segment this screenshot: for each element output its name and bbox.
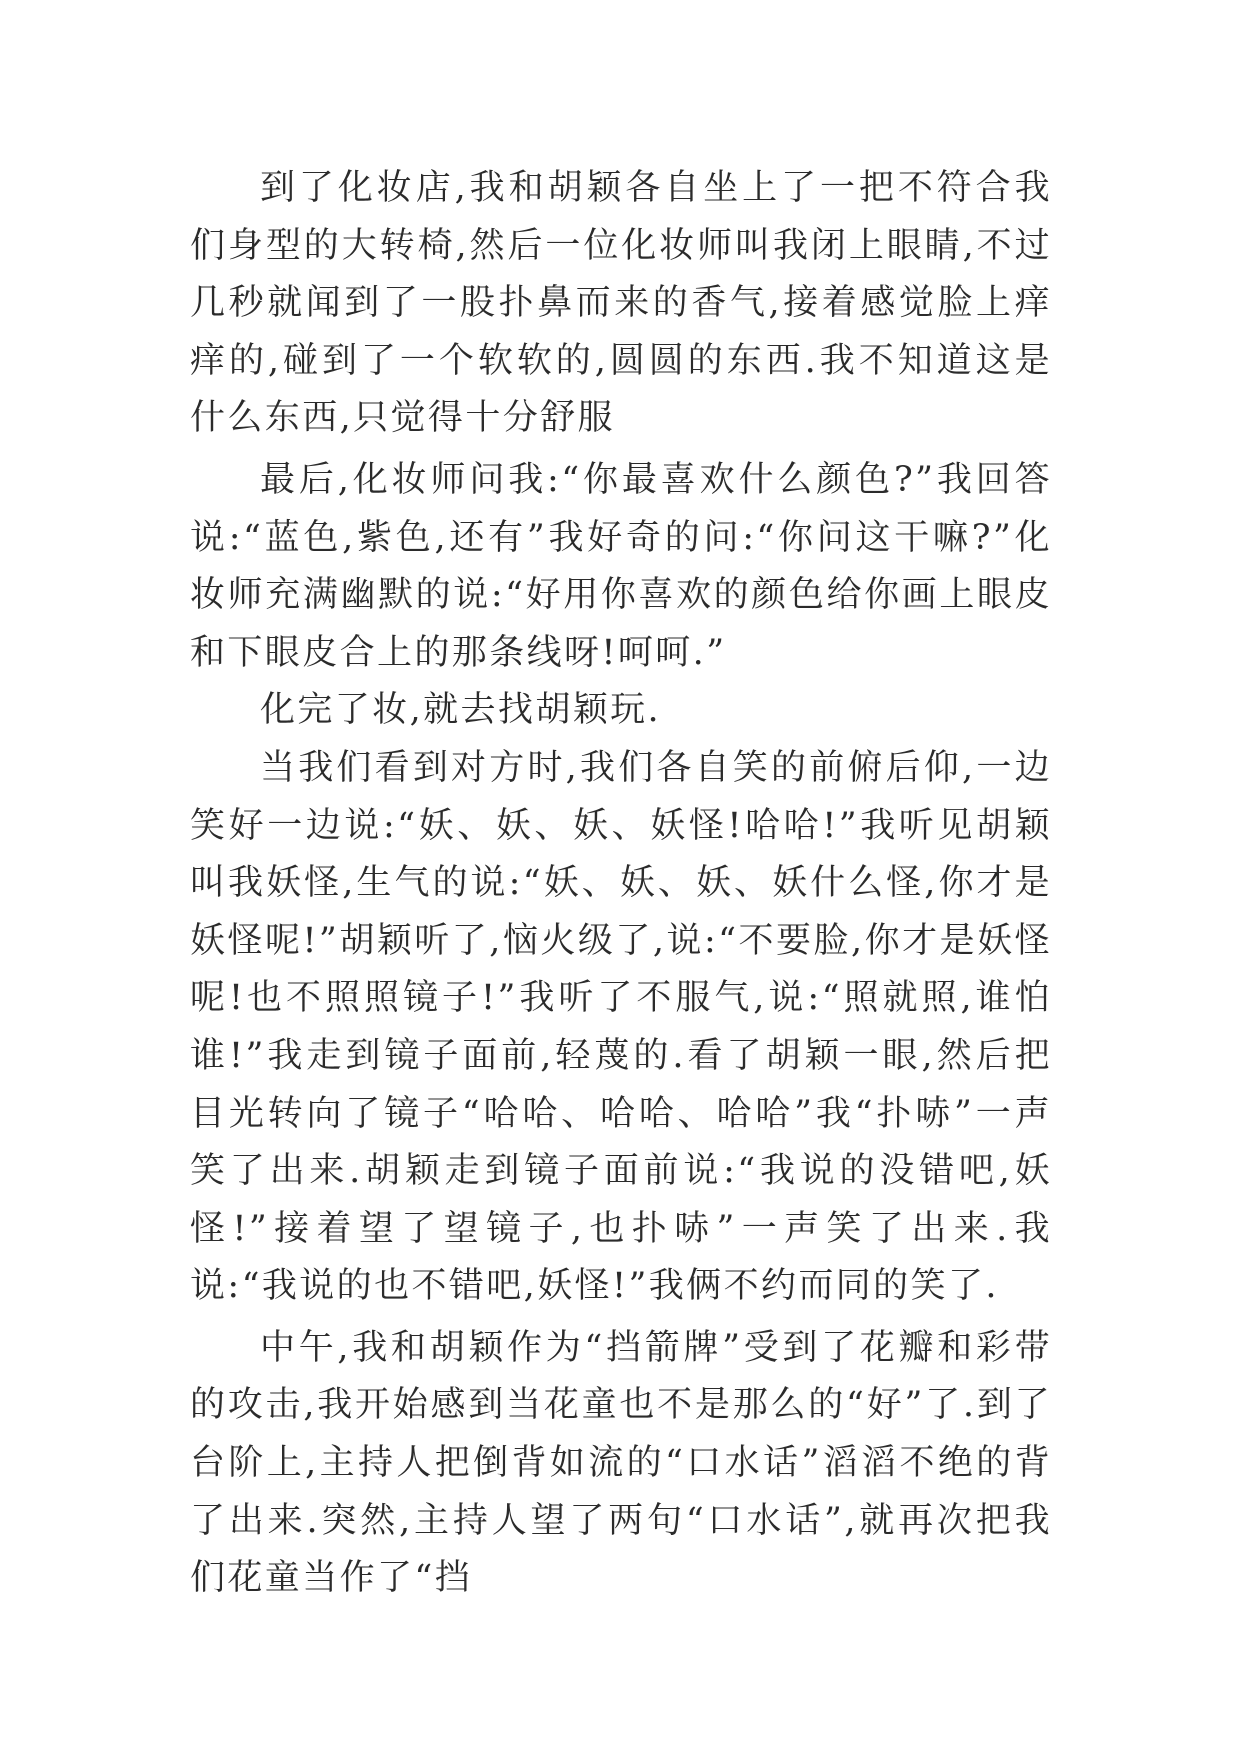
paragraph-makeup-shop: 到了化妆店,我和胡颖各自坐上了一把不符合我们身型的大转椅,然后一位化妆师叫我闭上眼睛,不过几秒就闻到了一股扑鼻而来的香气,接着感觉脸上痒痒的,碰到了一个软软的,圆圆的东西.我不知道这是什么东西,只觉得十分舒服 (190, 168, 1052, 439)
paragraph-noon-ceremony: 中午,我和胡颖作为“挡箭牌”受到了花瓣和彩带的攻击,我开始感到当花童也不是那么的“好”了.到了台阶上,主持人把倒背如流的“口水话”滔滔不绝的背了出来.突然,主持人望了两句“口水话”,就再次把我们花童当作了“挡 (190, 1327, 1052, 1599)
document-body (190, 160, 1052, 1608)
paragraph-makeup-done: 化完了妆,就去找胡颖玩. (260, 690, 662, 731)
paragraph-monster-mirror: 当我们看到对方时,我们各自笑的前俯后仰,一边笑好一边说:“妖、妖、妖、妖怪!哈哈!”我听见胡颖叫我妖怪,生气的说:“妖、妖、妖、妖什么怪,你才是妖怪呢!”胡颖听了,恼火级了,说:“不要脸,你才是妖怪呢!也不照照镜子!”我听了不服气,说:“照就照,谁怕谁!”我走到镜子面前,轻蔑的.看了胡颖一眼,然后把目光转向了镜子“哈哈、哈哈、哈哈”我“扑哧”一声笑了出来.胡颖走到镜子面前说:“我说的没错吧,妖怪!”接着望了望镜子,也扑哧”一声笑了出来.我说:“我说的也不错吧,妖怪!”我俩不约而同的笑了. (190, 747, 1052, 1307)
paragraph-favorite-color: 最后,化妆师问我:“你最喜欢什么颜色?”我回答说:“蓝色,紫色,还有”我好奇的问:“你问这干嘛?”化妆师充满幽默的说:“好用你喜欢的颜色给你画上眼皮和下眼皮合上的那条线呀!呵呵.” (190, 459, 1052, 673)
